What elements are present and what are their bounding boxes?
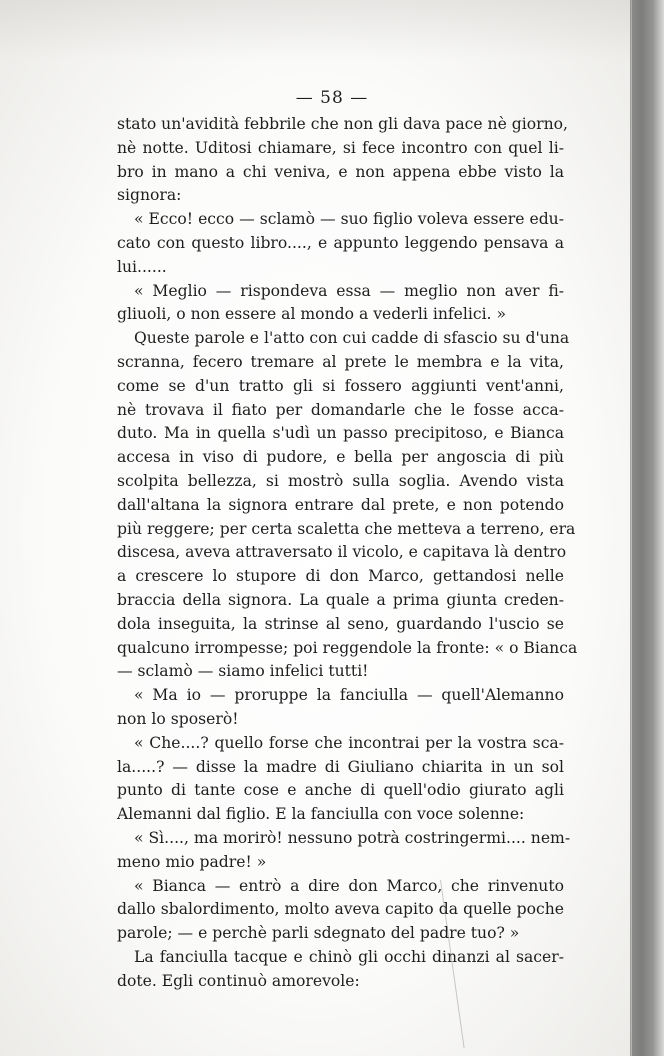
text-line: La fanciulla tacque e chinò gli occhi dinanzi al sacer- — [134, 947, 564, 966]
text-line: scolpita bellezza, si mostrò sulla soglia. Avendo vista — [117, 471, 564, 490]
text-line: « Che....? quello forse che incontrai per la vostra sca- — [134, 733, 564, 752]
text-line: bro in mano a chi veniva, e non appena ebbe visto la — [117, 162, 564, 181]
page-number: — 58 — — [295, 88, 369, 108]
text-line: gliuoli, o non essere al mondo a vederli infelici. » — [117, 305, 507, 324]
text-line: dall'altana la signora entrare dal prete, e non potendo — [117, 495, 564, 514]
text-line: stato un'avidità febbrile che non gli dava pace nè giorno, — [117, 115, 568, 133]
text-line: — sclamò — siamo infelici tutti! — [117, 662, 369, 681]
text-line: discesa, aveva attraversato il vicolo, e capitava là dentro — [117, 543, 567, 562]
text-line: « Ma io — proruppe la fanciulla — quell'Alemanno — [134, 686, 564, 705]
text-line: duto. Ma in quella s'udì un passo precipitoso, e Bianca — [117, 424, 564, 443]
text-line: Queste parole e l'atto con cui cadde di sfascio su d'una — [134, 329, 570, 348]
text-line: non lo sposerò! — [117, 709, 239, 728]
text-line: dote. Egli continuò amorevole: — [117, 971, 360, 990]
text-line: la.....? — disse la madre di Giuliano chiarita in un sol — [117, 757, 564, 776]
body-text — [117, 113, 578, 993]
text-line: nè notte. Uditosi chiamare, si fece incontro con quel li- — [117, 138, 564, 157]
book-spine — [632, 0, 664, 1056]
text-line: « Ecco! ecco — sclamò — suo figlio voleva essere edu- — [134, 210, 564, 229]
text-line: a crescere lo stupore di don Marco, gettandosi nelle — [117, 567, 564, 586]
text-line: nè trovava il fiato per domandarle che le fosse acca- — [117, 400, 564, 419]
text-line: dallo sbalordimento, molto aveva capito da quelle poche — [117, 900, 564, 919]
text-line: qualcuno irrompesse; poi reggendole la fronte: « o Bianca — [117, 638, 578, 657]
paper-texture — [0, 0, 632, 60]
text-line: dola inseguita, la strinse al seno, guardando l'uscio se — [117, 614, 564, 633]
text-line: accesa in viso di pudore, e bella per angoscia di più — [117, 448, 564, 467]
text-line: scranna, fecero tremare al prete le membra e la vita, — [117, 352, 564, 371]
text-line: come se d'un tratto gli si fossero aggiunti vent'anni, — [117, 376, 564, 395]
text-line: signora: — [117, 186, 182, 205]
text-line: meno mio padre! » — [117, 852, 267, 871]
text-line: braccia della signora. La quale a prima giunta creden- — [117, 590, 564, 609]
text-line: parole; — e perchè parli sdegnato del padre tuo? » — [117, 924, 520, 943]
text-line: « Meglio — rispondeva essa — meglio non aver fi- — [134, 281, 564, 300]
text-line: cato con questo libro...., e appunto leggendo pensava a — [117, 233, 564, 252]
text-line: lui...... — [117, 257, 167, 276]
text-line: « Sì...., ma morirò! nessuno potrà costringermi.... nem- — [134, 828, 571, 847]
text-line: « Bianca — entrò a dire don Marco, che rinvenuto — [134, 876, 564, 895]
text-line: punto di tante cose e anche di quell'odio giurato agli — [117, 781, 564, 800]
text-line: Alemanni dal figlio. E la fanciulla con voce solenne: — [117, 805, 525, 824]
text-line: più reggere; per certa scaletta che metteva a terreno, era — [117, 519, 576, 538]
